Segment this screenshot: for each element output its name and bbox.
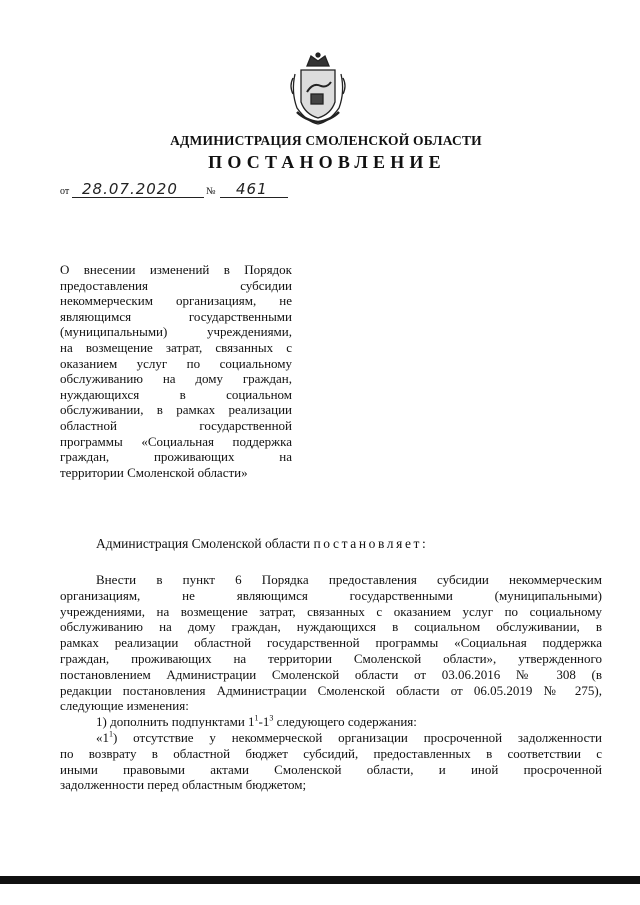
- date-number-line: [60, 180, 360, 202]
- body-line: редакции постановления Администрации Смоленской области от 06.05.2019 № 275),: [60, 682, 602, 698]
- subject-line: на возмещение затрат, связанных с: [60, 339, 292, 355]
- subject-line: являющимся государственными: [60, 308, 292, 324]
- item-1-dash: -1: [258, 714, 270, 730]
- subject-line: граждан, проживающих на: [60, 449, 292, 465]
- item-1-sup-a: 1: [254, 713, 259, 723]
- item-1-1-first-line: [60, 730, 602, 746]
- handwritten-date: 28.07.2020: [82, 180, 178, 198]
- body-line: организациям, не являющимся государственными (муниципальными): [60, 587, 602, 603]
- subject-line: оказанием услуг по социальному: [60, 355, 292, 371]
- item-1-1-open: «1: [96, 729, 109, 745]
- intro-verb: постановляет:: [313, 536, 429, 551]
- subject-line: О внесении изменений в Порядок: [60, 262, 292, 277]
- subject-line: некоммерческим организациям, не: [60, 293, 292, 309]
- handwritten-number: 461: [236, 180, 268, 198]
- body-line: рамках реализации областной государственной программы «Социальная поддержка: [60, 635, 602, 651]
- body-line: по возврату в областной бюджет субсидий, предоставленных в соответствии с: [60, 745, 602, 761]
- subject-line: (муниципальными) учреждениями,: [60, 324, 292, 340]
- subject-block: [60, 262, 292, 480]
- resolution-intro: [96, 536, 428, 552]
- item-1-suffix: следующего содержания:: [273, 714, 417, 730]
- item-1-sup-b: 3: [269, 713, 274, 723]
- body-line: следующие изменения:: [60, 698, 189, 714]
- intro-lead: Администрация Смоленской области: [96, 536, 311, 551]
- subject-line: предоставления субсидии: [60, 277, 292, 293]
- subject-line: территории Смоленской области»: [60, 464, 248, 480]
- item-1-1-text: ) отсутствие у некоммерческой организации просроченной задолженности: [113, 729, 602, 745]
- number-label: №: [206, 186, 216, 197]
- item-1-line: [60, 714, 602, 730]
- organization-title: АДМИНИСТРАЦИЯ СМОЛЕНСКОЙ ОБЛАСТИ: [170, 133, 482, 148]
- body-line: граждан, проживающих на территории Смоленской области», утвержденного: [60, 650, 602, 666]
- subject-line: обслуживании, в рамках реализации: [60, 402, 292, 418]
- resolution-body: [60, 572, 602, 793]
- from-label: от: [60, 186, 70, 197]
- item-1-prefix: 1) дополнить подпунктами 1: [96, 714, 255, 730]
- document-type-title: ПОСТАНОВЛЕНИЕ: [208, 152, 446, 172]
- body-line: иными правовыми актами Смоленской области, и иной просроченной: [60, 761, 602, 777]
- subject-line: программы «Социальная поддержка: [60, 433, 292, 449]
- subject-line: обслуживанию на дому граждан,: [60, 371, 292, 387]
- body-line: Внести в пункт 6 Порядка предоставления субсидии некоммерческим: [96, 572, 602, 587]
- item-1-1-sup: 1: [109, 729, 113, 739]
- subject-line: нуждающихся в социальном: [60, 386, 292, 402]
- body-line: задолженности перед областным бюджетом;: [60, 777, 307, 793]
- scan-bottom-edge: [0, 876, 640, 884]
- subject-line: областной государственной: [60, 417, 292, 433]
- coat-of-arms-emblem: [287, 52, 349, 126]
- body-line: учреждениями, на возмещение затрат, связанных с оказанием услуг по социальному: [60, 603, 602, 619]
- body-line: постановлением Администрации Смоленской области от 03.06.2016 № 308 (в: [60, 666, 602, 682]
- body-line: обслуживанию на дому граждан, нуждающихся в социальном обслуживании, в: [60, 619, 602, 635]
